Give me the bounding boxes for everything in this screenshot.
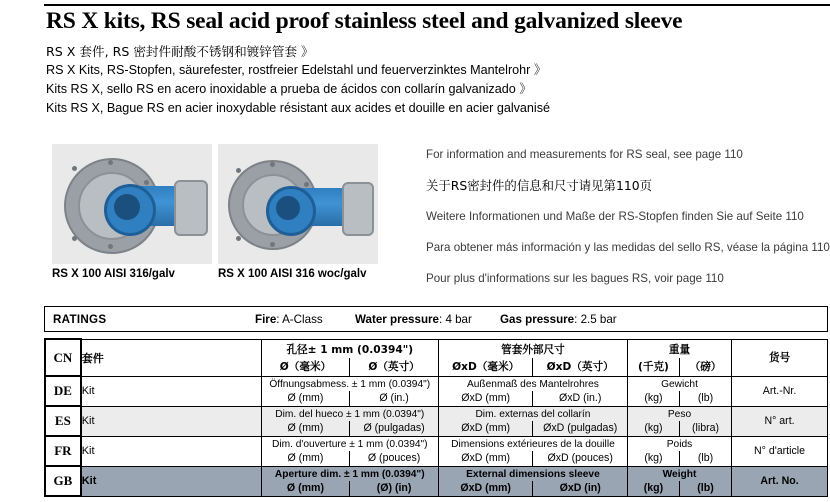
outer-heading-cn: 管套外部尺寸: [501, 343, 565, 356]
table-row: [45, 339, 828, 376]
lang-badge-fr: FR: [45, 436, 81, 466]
table-row: [45, 406, 828, 436]
weight-kg-es: (kg): [628, 421, 680, 436]
aperture-mm-es: Ø (mm): [262, 421, 351, 436]
weight-cell-fr: [627, 436, 731, 466]
kit-label-gb: Kit: [81, 466, 261, 496]
ratings-water-label: Water pressure: [355, 312, 439, 326]
aperture-mm-cn: Ø（毫米）: [262, 358, 351, 376]
table-row: [45, 466, 828, 496]
info-line-fr: Pour plus d'informations sur les bagues RS, voir page 110: [426, 272, 724, 285]
lang-badge-gb: GB: [45, 466, 81, 496]
aperture-cell-cn: [261, 339, 438, 376]
weight-lb-fr: (lb): [697, 451, 714, 464]
outer-in-de: ØxD (in.): [558, 391, 602, 404]
aperture-heading-de: Öffnungsabmess. ± 1 mm (0.0394"): [269, 378, 431, 390]
table-row: [45, 376, 828, 406]
kit-label-fr: Kit: [81, 436, 261, 466]
weight-heading-gb: Weight: [662, 468, 697, 480]
aperture-heading-fr: Dim. d'ouverture ± 1 mm (0.0394"): [272, 438, 428, 450]
ratings-bar: [44, 306, 828, 332]
weight-heading-cn: 重量: [668, 343, 691, 356]
aperture-in-gb: (Ø) (in): [376, 481, 412, 494]
ratings-gas-value: 2.5 bar: [580, 312, 617, 326]
ratings-water: Water pressure: 4 bar: [355, 312, 472, 326]
outer-in-fr: ØxD (pouces): [547, 451, 613, 464]
info-line-es: Para obtener más información y las medidas del sello RS, véase la página 110: [426, 241, 830, 254]
article-cell-cn: 货号: [732, 339, 828, 376]
outer-mm-es: ØxD (mm): [439, 421, 534, 436]
article-cell-fr: N° d'article: [732, 436, 828, 466]
outer-heading-fr: Dimensions extérieures de la douille: [451, 438, 615, 450]
weight-lb-cn: （磅）: [689, 360, 722, 373]
weight-kg-gb: (kg): [628, 481, 680, 496]
outer-cell-es: [438, 406, 627, 436]
ratings-gas: Gas pressure: 2.5 bar: [500, 312, 617, 326]
aperture-mm-gb: Ø (mm): [262, 481, 351, 496]
kit-label-de: Kit: [81, 376, 261, 406]
weight-kg-cn: (千克): [628, 358, 680, 376]
weight-heading-fr: Poids: [666, 438, 693, 450]
outer-mm-gb: ØxD (mm): [439, 481, 534, 496]
specification-table: [44, 338, 828, 497]
reference-info-block: [426, 148, 830, 303]
aperture-heading-cn: 孔径± 1 mm (0.0394"): [286, 343, 414, 356]
ratings-fire: Fire: A-Class: [255, 312, 323, 326]
aperture-mm-fr: Ø (mm): [262, 451, 351, 466]
ratings-fire-value: A-Class: [282, 312, 323, 326]
ratings-water-value: 4 bar: [445, 312, 472, 326]
article-cell-gb: Art. No.: [732, 466, 828, 496]
product-photo-rs-x-100-aisi-316-woc-galv: [218, 144, 378, 264]
photo-caption-2: RS X 100 AISI 316 woc/galv: [218, 268, 367, 280]
lang-badge-cn: CN: [45, 339, 81, 376]
weight-lb-de: (lb): [697, 391, 714, 404]
outer-heading-gb: External dimensions sleeve: [466, 468, 600, 480]
weight-kg-fr: (kg): [628, 451, 680, 466]
subtitle-list: [46, 42, 826, 118]
aperture-in-cn: Ø（英寸）: [368, 360, 420, 373]
table-row: [45, 436, 828, 466]
article-cell-de: Art.-Nr.: [732, 376, 828, 406]
weight-kg-de: (kg): [628, 391, 680, 406]
outer-in-es: ØxD (pulgadas): [543, 421, 618, 434]
lang-badge-es: ES: [45, 406, 81, 436]
kit-label-cn: 套件: [81, 339, 261, 376]
outer-in-gb: ØxD (in): [559, 481, 601, 494]
info-line-de: Weitere Informationen und Maße der RS-Stopfen finden Sie auf Seite 110: [426, 210, 804, 223]
kit-label-es: Kit: [81, 406, 261, 436]
outer-heading-es: Dim. externas del collarín: [475, 408, 591, 420]
product-photo-rs-x-100-aisi-316-galv: [52, 144, 212, 264]
aperture-in-fr: Ø (pouces): [367, 451, 421, 464]
outer-cell-de: [438, 376, 627, 406]
weight-cell-cn: [627, 339, 731, 376]
outer-mm-fr: ØxD (mm): [439, 451, 534, 466]
subtitle-cn: RS X 套件, RS 密封件耐酸不锈钢和镀锌管套 》: [46, 44, 314, 59]
top-rule: [44, 4, 830, 6]
weight-heading-de: Gewicht: [661, 378, 698, 390]
weight-lb-gb: (lb): [697, 481, 714, 494]
subtitle-es: Kits RS X, sello RS en acero inoxidable a prueba de ácidos con collarín galvanizado 》: [46, 82, 532, 96]
subtitle-de: RS X Kits, RS-Stopfen, säurefester, rostfreier Edelstahl und feuerverzinktes Mantelrohr 》: [46, 63, 547, 77]
aperture-in-es: Ø (pulgadas): [363, 421, 425, 434]
aperture-cell-fr: [261, 436, 438, 466]
weight-lb-es: (libra): [691, 421, 720, 434]
outer-in-cn: ØxD（英寸）: [546, 360, 614, 373]
page-title: RS X kits, RS seal acid proof stainless steel and galvanized sleeve: [46, 8, 683, 34]
weight-cell-gb: [627, 466, 731, 496]
info-line-en: For information and measurements for RS seal, see page 110: [426, 148, 743, 161]
subtitle-fr: Kits RS X, Bague RS en acier inoxydable résistant aux acides et douille en acier galvanisé: [46, 101, 551, 115]
aperture-cell-es: [261, 406, 438, 436]
lang-badge-de: DE: [45, 376, 81, 406]
aperture-in-de: Ø (in.): [379, 391, 409, 404]
article-cell-es: N° art.: [732, 406, 828, 436]
ratings-label: RATINGS: [53, 312, 107, 326]
photo-caption-1: RS X 100 AISI 316/galv: [52, 268, 175, 280]
ratings-gas-label: Gas pressure: [500, 312, 575, 326]
outer-heading-de: Außenmaß des Mantelrohres: [466, 378, 599, 390]
weight-cell-de: [627, 376, 731, 406]
outer-cell-gb: [438, 466, 627, 496]
aperture-mm-de: Ø (mm): [262, 391, 351, 406]
aperture-cell-de: [261, 376, 438, 406]
aperture-heading-gb: Aperture dim. ± 1 mm (0.0394"): [274, 468, 425, 480]
outer-cell-cn: [438, 339, 627, 376]
outer-cell-fr: [438, 436, 627, 466]
info-line-cn: 关于RS密封件的信息和尺寸请见第110页: [426, 178, 652, 193]
aperture-cell-gb: [261, 466, 438, 496]
outer-mm-cn: ØxD（毫米）: [439, 358, 534, 376]
outer-mm-de: ØxD (mm): [439, 391, 534, 406]
weight-cell-es: [627, 406, 731, 436]
weight-heading-es: Peso: [667, 408, 692, 420]
ratings-fire-label: Fire: [255, 312, 277, 326]
aperture-heading-es: Dim. del hueco ± 1 mm (0.0394"): [275, 408, 425, 420]
